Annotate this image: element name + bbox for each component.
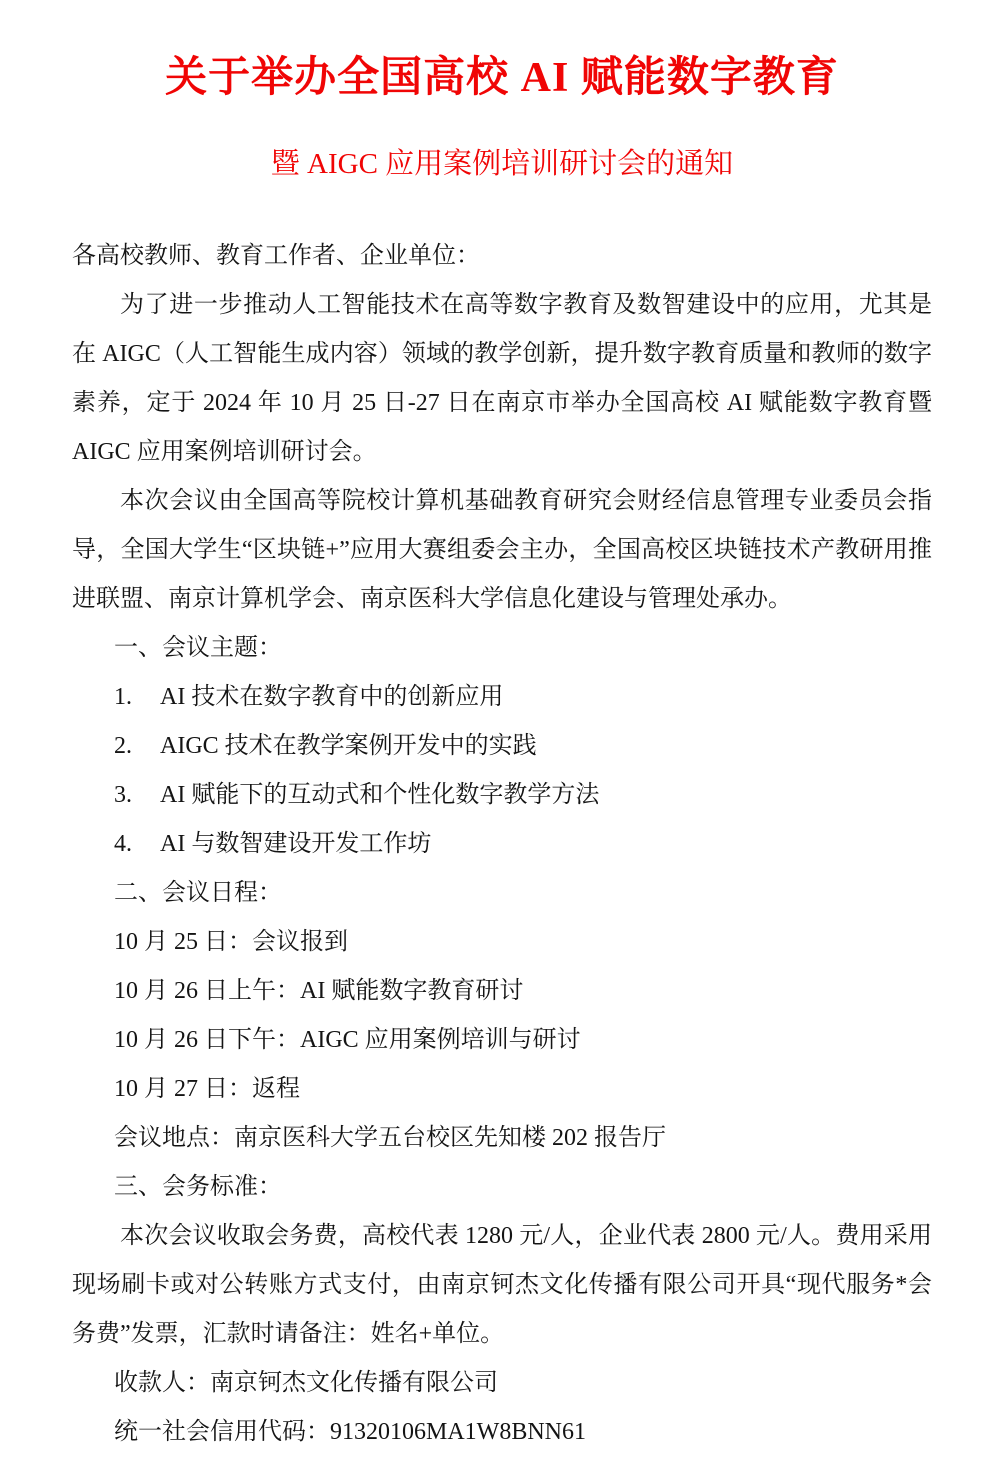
notice-subtitle: 暨 AIGC 应用案例培训研讨会的通知 <box>270 148 734 180</box>
section-heading-fees: 三、会务标准： <box>114 1174 282 1200</box>
notice-body <box>72 232 932 1457</box>
agenda-item-4: 10 月 27 日：返程 <box>114 1076 300 1102</box>
topic-item-3 <box>72 771 932 820</box>
intro-paragraph: 为了进一步推动人工智能技术在高等数字教育及数智建设中的应用，尤其是在 AIGC（人工智能生成内容）领域的教学创新，提升数字教育质量和教师的数字素养，定于 2024 年 10 月 25 日-27 日在南京市举办全国高校 AI 赋能数字教育暨 AIGC 应用案例培训研讨会。 <box>72 292 932 465</box>
topic-number-2: 2. <box>114 733 132 759</box>
section-heading-agenda: 二、会议日程： <box>114 880 282 906</box>
fees-paragraph: 本次会议收取会务费，高校代表 1280 元/人，企业代表 2800 元/人。费用采用现场刷卡或对公转账方式支付，由南京钶杰文化传播有限公司开具“现代服务*会务费”发票，汇款时请备注：姓名+单位。 <box>72 1223 932 1347</box>
credit-code-line: 统一社会信用代码：91320106MA1W8BNN61 <box>114 1419 586 1445</box>
agenda-location: 会议地点：南京医科大学五台校区先知楼 202 报告厅 <box>114 1125 666 1151</box>
topic-item-1 <box>72 673 932 722</box>
topic-number-4: 4. <box>114 831 132 857</box>
topic-number-3: 3. <box>114 782 132 808</box>
agenda-item-1: 10 月 25 日：会议报到 <box>114 929 348 955</box>
topic-text-1: AI 技术在数字教育中的创新应用 <box>160 684 504 710</box>
agenda-item-3: 10 月 26 日下午：AIGC 应用案例培训与研讨 <box>114 1027 581 1053</box>
topic-item-4 <box>72 820 932 869</box>
payee-line: 收款人：南京钶杰文化传播有限公司 <box>114 1370 498 1396</box>
topic-item-2 <box>72 722 932 771</box>
agenda-item-2: 10 月 26 日上午：AI 赋能数字教育研讨 <box>114 978 524 1004</box>
topic-text-3: AI 赋能下的互动式和个性化数字教学方法 <box>160 782 600 808</box>
notice-title: 关于举办全国高校 AI 赋能数字教育 <box>165 55 839 101</box>
topic-text-4: AI 与数智建设开发工作坊 <box>160 831 432 857</box>
organizer-paragraph: 本次会议由全国高等院校计算机基础教育研究会财经信息管理专业委员会指导，全国大学生“区块链+”应用大赛组委会主办，全国高校区块链技术产教研用推进联盟、南京计算机学会、南京医科大学信息化建设与管理处承办。 <box>72 488 932 612</box>
salutation-line: 各高校教师、教育工作者、企业单位： <box>72 243 480 269</box>
topic-number-1: 1. <box>114 684 132 710</box>
section-heading-topics: 一、会议主题： <box>114 635 282 661</box>
topic-text-2: AIGC 技术在教学案例开发中的实践 <box>160 733 537 759</box>
